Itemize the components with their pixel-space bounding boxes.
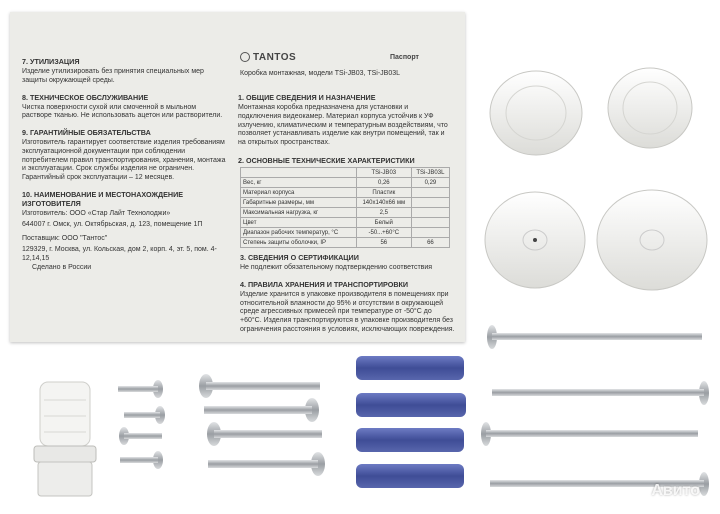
table-cell: Пластик (356, 188, 411, 198)
section-text: Не подлежит обязательному подтверждению соответствия (240, 264, 433, 271)
medium-screw (199, 374, 320, 398)
cap-small-right (608, 68, 692, 148)
table-cell: 56 (356, 238, 411, 248)
long-screw (487, 325, 702, 349)
medium-screw (208, 452, 325, 476)
medium-screw (204, 398, 319, 422)
supplier-address: 129329, г. Москва, ул. Кольская, дом 2, корп. 4, эт. 5, пом. 4-12,14,15 (22, 246, 217, 262)
section-title: 9. ГАРАНТИЙНЫЕ ОБЯЗАТЕЛЬСТВА (22, 128, 151, 137)
cable-gland (34, 382, 96, 496)
document-subtitle: Коробка монтажная, модели TSi-JB03, TSi-JB03L (240, 70, 400, 77)
cap-large-left (485, 192, 585, 288)
section-title: 4. ПРАВИЛА ХРАНЕНИЯ И ТРАНСПОРТИРОВКИ (240, 279, 409, 289)
small-screw (124, 406, 165, 424)
table-cell: 0,29 (411, 178, 449, 188)
small-screw (118, 380, 163, 398)
table-cell: Диапазон рабочих температур, °С (241, 228, 357, 238)
watermark: Авито (651, 482, 700, 499)
table-cell: 140х140х66 мм (356, 198, 411, 208)
section-title: 10. НАИМЕНОВАНИЕ И МЕСТОНАХОЖДЕНИЕ ИЗГОТОВИТЕЛЯ (22, 189, 184, 208)
long-screw (481, 422, 698, 446)
wall-anchor (356, 393, 466, 417)
document-type: Паспорт (390, 54, 419, 61)
section-title: 3. СВЕДЕНИЯ О СЕРТИФИКАЦИИ (240, 253, 359, 262)
cap-large-right (597, 190, 707, 290)
table-cell: -50...+60°С (356, 228, 411, 238)
section-text: Изделие утилизировать без принятия специальных мер защиты окружающей среды. (22, 68, 204, 84)
table-cell: Цвет (241, 218, 357, 228)
table-cell: Габаритные размеры, мм (241, 198, 357, 208)
maker-name: Изготовитель: ООО «Стар Лайт Технолоджи» (22, 209, 171, 217)
wall-anchor (356, 464, 464, 488)
small-screw (120, 451, 163, 469)
made-in-label: Сделано в России (32, 264, 92, 271)
section-text: Чистка поверхности сухой или смоченной в мыльном растворе тканью. Не использовать ацетон или растворители. (22, 103, 223, 120)
long-screw (492, 381, 709, 405)
table-cell: 66 (411, 238, 449, 248)
table-cell: 2,5 (356, 208, 411, 218)
section-title: 1. ОБЩИЕ СВЕДЕНИЯ И НАЗНАЧЕНИЕ (238, 93, 376, 102)
table-cell: Белый (356, 218, 411, 228)
table-cell: TSi-JB03L (411, 168, 449, 178)
maker-address: 644007 г. Омск, ул. Октябрьская, д. 123, помещение 1П (22, 220, 203, 228)
wall-anchor (356, 428, 464, 452)
table-cell: Материал корпуса (241, 188, 357, 198)
small-screw (119, 427, 162, 445)
section-text: Монтажная коробка предназначена для установки и подключения видеокамер. Материал корпуса устойчив к УФ излучению, климатическим и температурным воздействиям, что позволяет устанавливать изделие как внутри помещений, так и на открытых пространствах. (238, 104, 448, 146)
supplier-name: Поставщик: ООО "Тантос" (22, 235, 108, 243)
table-cell: Степень защиты оболочки, IP (241, 238, 357, 248)
medium-screw (207, 422, 322, 446)
brand-logo: TANTOS (240, 52, 296, 63)
wall-anchor (356, 356, 464, 380)
section-title: 2. ОСНОВНЫЕ ТЕХНИЧЕСКИЕ ХАРАКТЕРИСТИКИ (238, 155, 415, 165)
table-cell: TSi-JB03 (356, 168, 411, 178)
section-title: 8. ТЕХНИЧЕСКОЕ ОБСЛУЖИВАНИЕ (22, 92, 149, 102)
section-title: 7. УТИЛИЗАЦИЯ (22, 57, 80, 66)
table-cell: Максимальная нагрузка, кг (241, 208, 357, 218)
section-text: Изготовитель гарантирует соответствие изделия требованиям эксплуатационной документации при соблюдении потребителем правил транспортирования, хранения, монтажа и эксплуатации. Срок службы изделия не ограничен. Гарантийный срок эксплуатации – 12 месяцев. (22, 139, 226, 181)
table-cell: 0,26 (356, 178, 411, 188)
section-text: Изделие хранится в упаковке производителя в помещениях при относительной влажности до 95% и отсутствии в окружающей среде агрессивных примесей при температуре от -50°С до +60°С. Изделия транспортируются в упаковке производителя без ограничения расстояния в условиях, исключающих повреждения. (240, 290, 455, 333)
table-cell: Вес, кг (241, 178, 357, 188)
cap-small-left (490, 71, 582, 155)
